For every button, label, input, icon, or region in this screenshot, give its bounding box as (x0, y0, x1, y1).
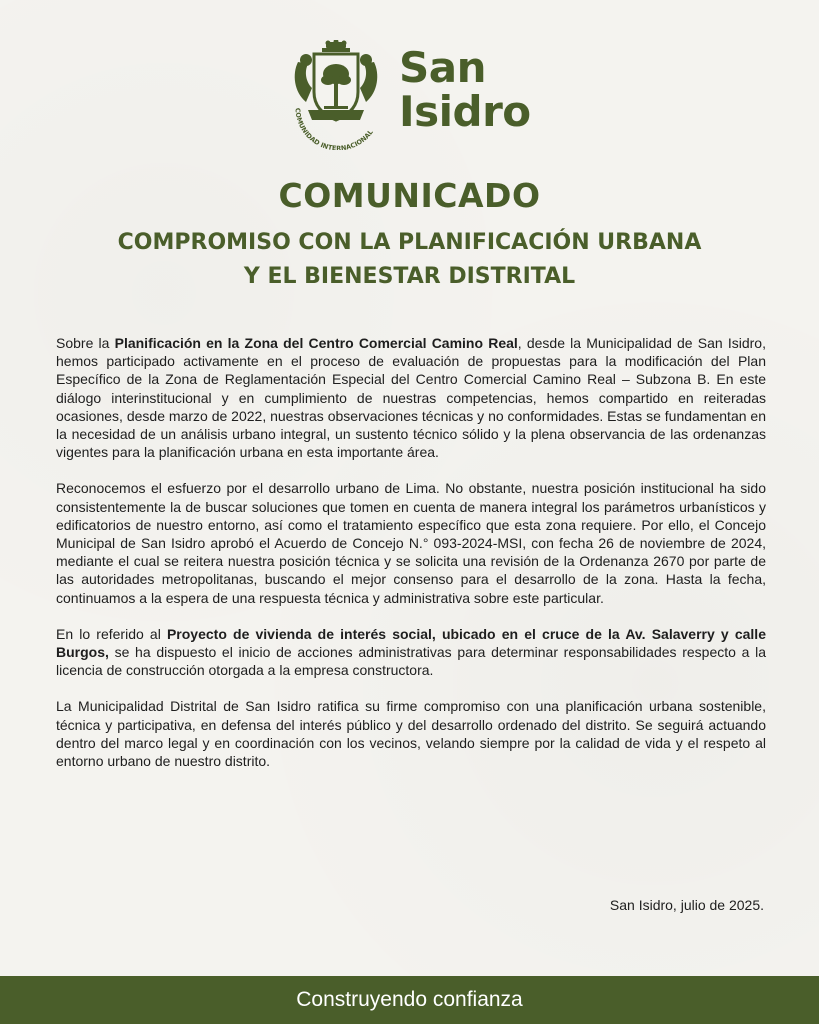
paragraph-1 (56, 334, 766, 461)
brand-line-2: Isidro (399, 87, 531, 136)
brand-name (399, 43, 531, 136)
paragraph-4: La Municipalidad Distrital de San Isidro ratifica su firme compromiso con una planificación urbana sostenible, técnica y participativa, en defensa del interés público y del desarrollo ordenado del distrito. Se seguirá actuando dentro del marco legal y en coordinación con los vecinos, velando siempre por la calidad de vida y el respeto al entorno urbano de nuestro distrito. (56, 698, 766, 770)
p3-text-pre: En lo referido al (56, 625, 167, 642)
subtitle-line-2: Y EL BIENESTAR DISTRITAL (243, 264, 576, 289)
document-subtitle (0, 226, 819, 294)
crest-arc-text: COMUNIDAD INTERNACIONAL (293, 107, 375, 150)
paragraph-3 (56, 625, 766, 680)
san-isidro-logo (288, 40, 538, 150)
brand-line-1: San (399, 43, 486, 92)
subtitle-line-1: COMPROMISO CON LA PLANIFICACIÓN URBANA (117, 230, 702, 255)
p3-text-post: se ha dispuesto el inicio de acciones administrativas para determinar responsabilidades respecto a la licencia de construcción otorgada a la empresa constructora. (56, 644, 766, 679)
crest-icon (288, 40, 384, 150)
signature-date: San Isidro, julio de 2025. (609, 897, 764, 913)
paragraph-2: Reconocemos el esfuerzo por el desarrollo urbano de Lima. No obstante, nuestra posición institucional ha sido consistentemente la de buscar soluciones que tomen en cuenta de manera integral los parámetros urbanísticos y edificatorios de nuestro entorno, así como el tratamiento específico que esta zona requiere. Por ello, el Concejo Municipal de San Isidro aprobó el Acuerdo de Concejo N.° 093-2024-MSI, con fecha 26 de noviembre de 2024, mediante el cual se reitera nuestra posición técnica y se solicita una revisión de la Ordenanza 2670 por parte de las autoridades metropolitanas, buscando el mejor consenso para el desarrollo de la zona. Hasta la fecha, continuamos a la espera de una respuesta técnica y administrativa sobre este particular. (56, 480, 766, 606)
p1-text-pre: Sobre la (56, 335, 115, 351)
footer-bar (0, 976, 819, 1024)
p1-text-bold: Planificación en la Zona del Centro Comercial Camino Real (114, 335, 518, 351)
document-body (56, 334, 766, 788)
footer-slogan: Construyendo confianza (296, 988, 523, 1011)
p3-text-bold: Proyecto de vivienda de interés social, ubicado en el cruce de la Av. Salaverry y calle Burgos, (56, 625, 766, 661)
document-title: COMUNICADO (278, 176, 541, 215)
p1-text-post: , desde la Municipalidad de San Isidro, hemos participado activamente en el proceso de evaluación de propuestas para la modificación del Plan Específico de la Zona de Reglamentación Especial del Centro Comercial Camino Real – Subzona B. En este diálogo interinstitucional y en cumplimiento de nuestras competencias, hemos compartido en reiteradas ocasiones, desde marzo de 2022, nuestras observaciones técnicas y no conformidades. Estas se fundamentan en la necesidad de un análisis urbano integral, un sustento técnico sólido y la plena observancia de las ordenanzas vigentes para la planificación urbana en esta importante área. (56, 335, 766, 461)
